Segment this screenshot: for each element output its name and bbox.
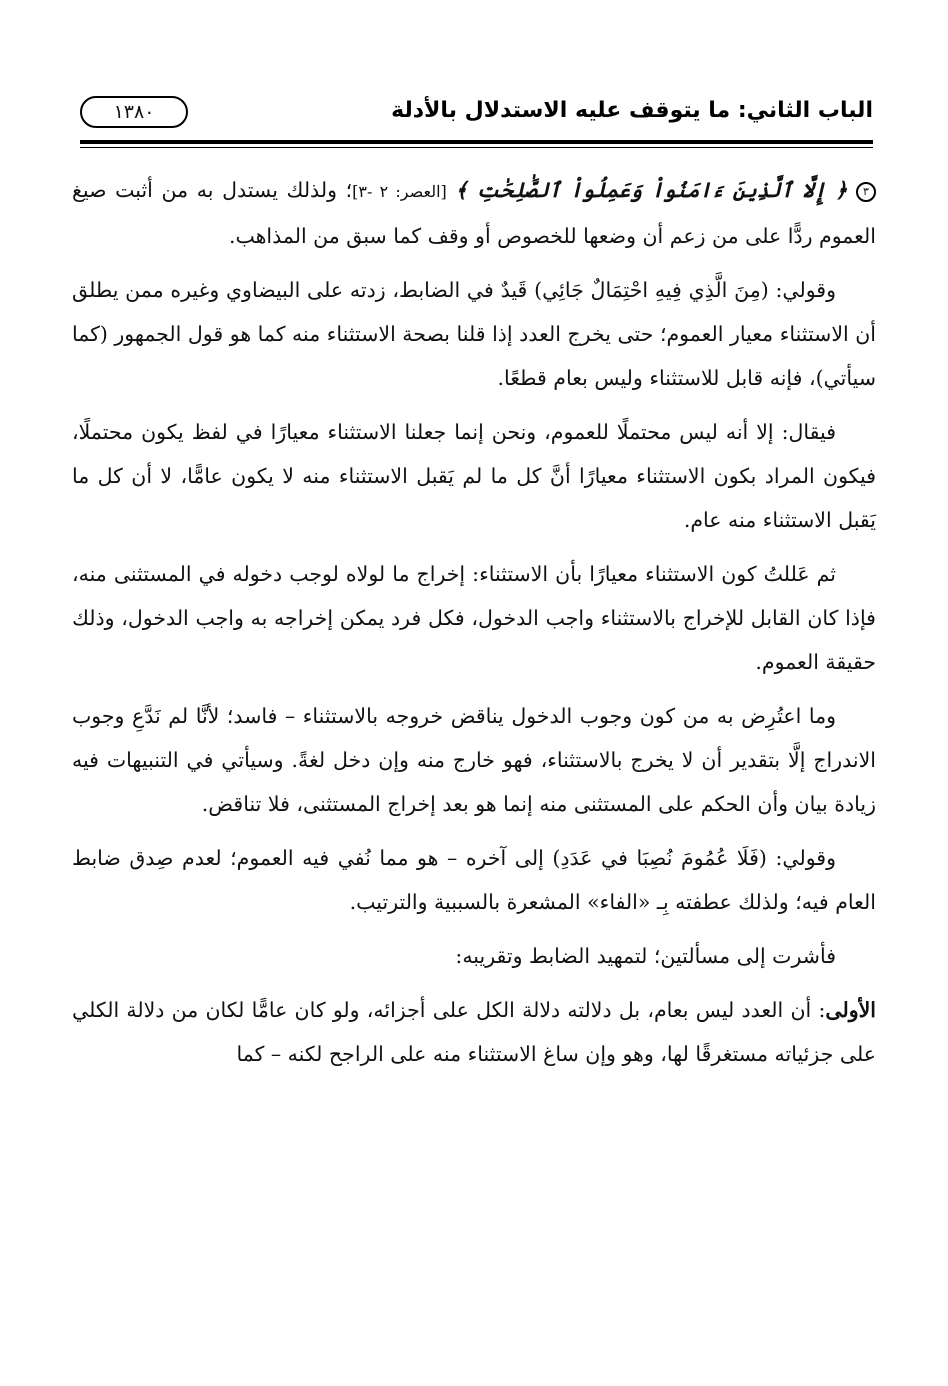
page-number: ١٣٨٠ <box>80 96 188 128</box>
paragraph-8-lead: الأولى <box>825 998 876 1022</box>
header-rule-thick <box>80 140 873 144</box>
paragraph-8 <box>72 988 876 1076</box>
paragraph-8-text: : أن العدد ليس بعام، بل دلالته دلالة الكل على أجزائه، ولو كان عامًّا لكان من دلالة الكلي على جزئياته مستغرقًا لها، وهو وإن ساغ الاستثناء منه على الراجح لكنه – كما <box>72 998 876 1066</box>
paragraph-5: وما اعتُرِض به من كون وجوب الدخول يناقض خروجه بالاستثناء – فاسد؛ لأنَّا لم نَدَّعِ وجوب الاندراج إلَّا بتقدير أن لا يخرج بالاستثناء، فهو خارج منه وإن دخل لغةً. وسيأتي في التنبيهات فيه زيادة بيان وأن الحكم على المستثنى منه إنما هو بعد إخراج المستثنى، فلا تناقض. <box>72 704 876 816</box>
main-text <box>72 168 876 1086</box>
paragraph-4: ثم عَللتُ كون الاستثناء معيارًا بأن الاستثناء: إخراج ما لولاه لوجب دخوله في المستثنى منه، فإذا كان القابل للإخراج بالاستثناء واجب الدخول، فكل فرد يمكن إخراجه به واجب الدخول، وذلك حقيقة العموم. <box>72 562 876 674</box>
paragraph-3: فيقال: إلا أنه ليس محتملًا للعموم، ونحن إنما جعلنا الاستثناء معيارًا في لفظ يكون محتملًا، فيكون المراد بكون الاستثناء معيارًا أنَّ كل ما لم يَقبل الاستثناء منه لا يكون عامًّا، لا أن كل ما يَقبل الاستثناء منه عام. <box>72 420 876 532</box>
paragraph-2: وقولي: (مِنَ الَّذِي فِيهِ احْتِمَالٌ جَائِي) قَيدٌ في الضابط، زدته على البيضاوي وغيره ممن يطلق أن الاستثناء معيار العموم؛ حتى يخرج العدد إذا قلنا بصحة الاستثناء منه كما هو قول الجمهور (كما سيأتي)، فإنه قابل للاستثناء وليس بعام قطعًا. <box>72 278 876 390</box>
quran-verse: ﴿ إِلَّا ٱلَّذِينَ ءَامَنُواْ وَعَمِلُواْ ٱلصَّٰلِحَٰتِ ﴾ <box>455 178 848 202</box>
paragraph-7: فأشرت إلى مسألتين؛ لتمهيد الضابط وتقريبه: <box>455 944 836 968</box>
paragraph-6: وقولي: (فَلَا عُمُومَ نُصِبَا في عَدَدِ) إلى آخره – هو مما نُفي فيه العموم؛ لعدم صِدق ضابط العام فيه؛ ولذلك عطفته بِـ «الفاء» المشعرة بالسببية والترتيب. <box>72 846 876 914</box>
header-rule-thin <box>80 147 873 148</box>
running-title: الباب الثاني: ما يتوقف عليه الاستدلال بالأدلة <box>391 98 873 123</box>
paragraph-1-text: ؛ ولذلك يستدل به من أثبت صيغ العموم ردًّا على من زعم أن وضعها للخصوص أو وقف كما سبق من المذاهب. <box>72 178 876 248</box>
page-header <box>80 92 873 136</box>
verse-reference: [العصر: ٢ -٣] <box>352 182 447 201</box>
verse-end-marker-icon: ٣ <box>856 182 876 202</box>
paragraph-1 <box>72 168 876 258</box>
